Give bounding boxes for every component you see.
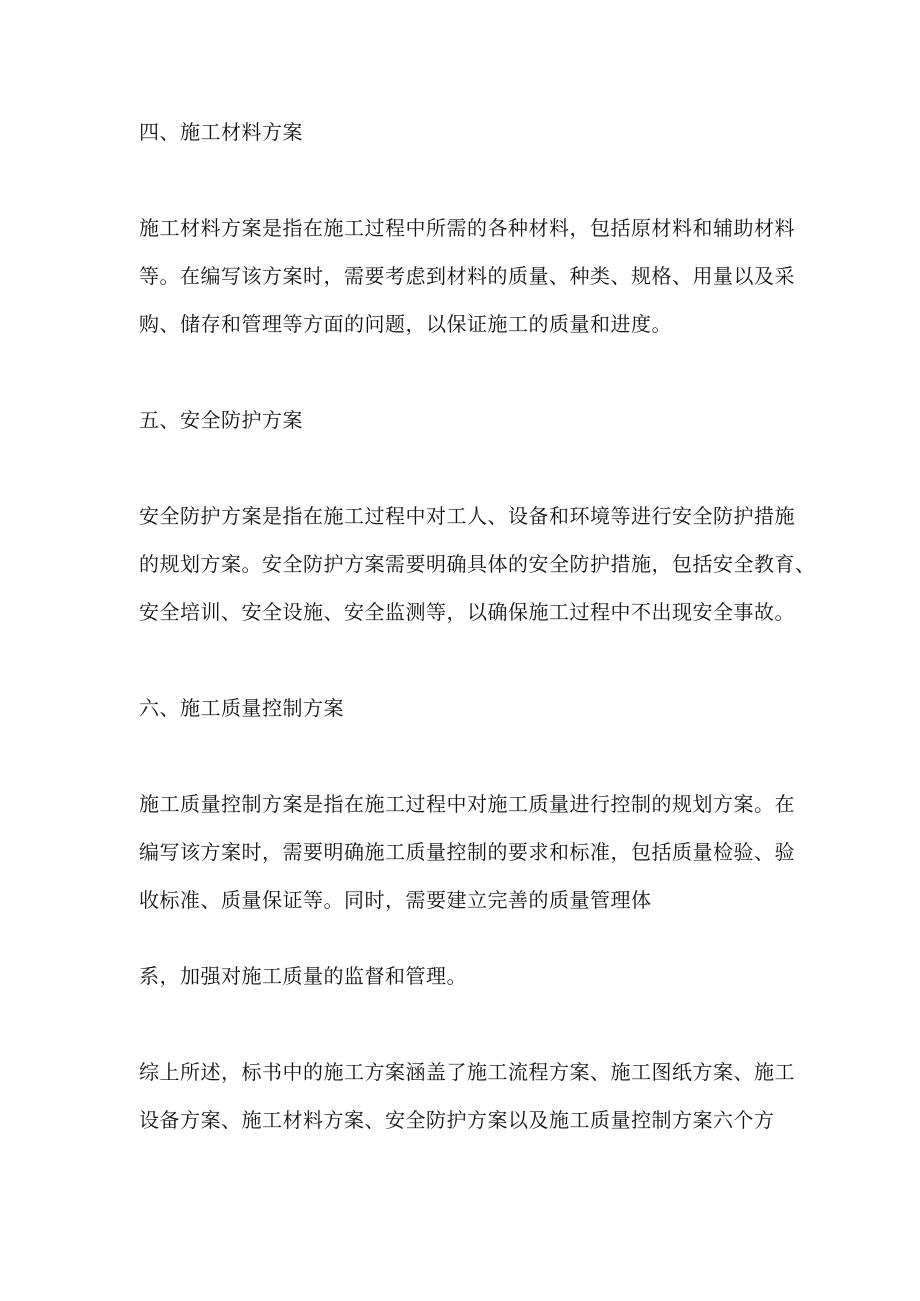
summary-paragraph-line: 综上所述，标书中的施工方案涵盖了施工流程方案、施工图纸方案、施工 xyxy=(139,1060,795,1084)
paragraph-line: 安全培训、安全设施、安全监测等，以确保施工过程中不出现安全事故。 xyxy=(139,600,795,624)
paragraph-line: 收标准、质量保证等。同时，需要建立完善的质量管理体 xyxy=(139,888,652,912)
paragraph-line: 的规划方案。安全防护方案需要明确具体的安全防护措施，包括安全教育、 xyxy=(139,552,816,576)
paragraph-line: 施工质量控制方案是指在施工过程中对施工质量进行控制的规划方案。在 xyxy=(139,792,795,816)
section-heading-quality: 六、施工质量控制方案 xyxy=(139,696,344,720)
paragraph-line: 施工材料方案是指在施工过程中所需的各种材料，包括原材料和辅助材料 xyxy=(139,216,795,240)
paragraph-line: 安全防护方案是指在施工过程中对工人、设备和环境等进行安全防护措施 xyxy=(139,504,795,528)
paragraph-line: 购、储存和管理等方面的问题，以保证施工的质量和进度。 xyxy=(139,312,672,336)
summary-paragraph-line: 设备方案、施工材料方案、安全防护方案以及施工质量控制方案六个方 xyxy=(139,1108,775,1132)
paragraph-line: 等。在编写该方案时，需要考虑到材料的质量、种类、规格、用量以及采 xyxy=(139,264,795,288)
section-heading-materials: 四、施工材料方案 xyxy=(139,120,303,144)
section-heading-safety: 五、安全防护方案 xyxy=(139,408,303,432)
paragraph-line: 系，加强对施工质量的监督和管理。 xyxy=(139,964,467,988)
paragraph-line: 编写该方案时，需要明确施工质量控制的要求和标准，包括质量检验、验 xyxy=(139,840,795,864)
